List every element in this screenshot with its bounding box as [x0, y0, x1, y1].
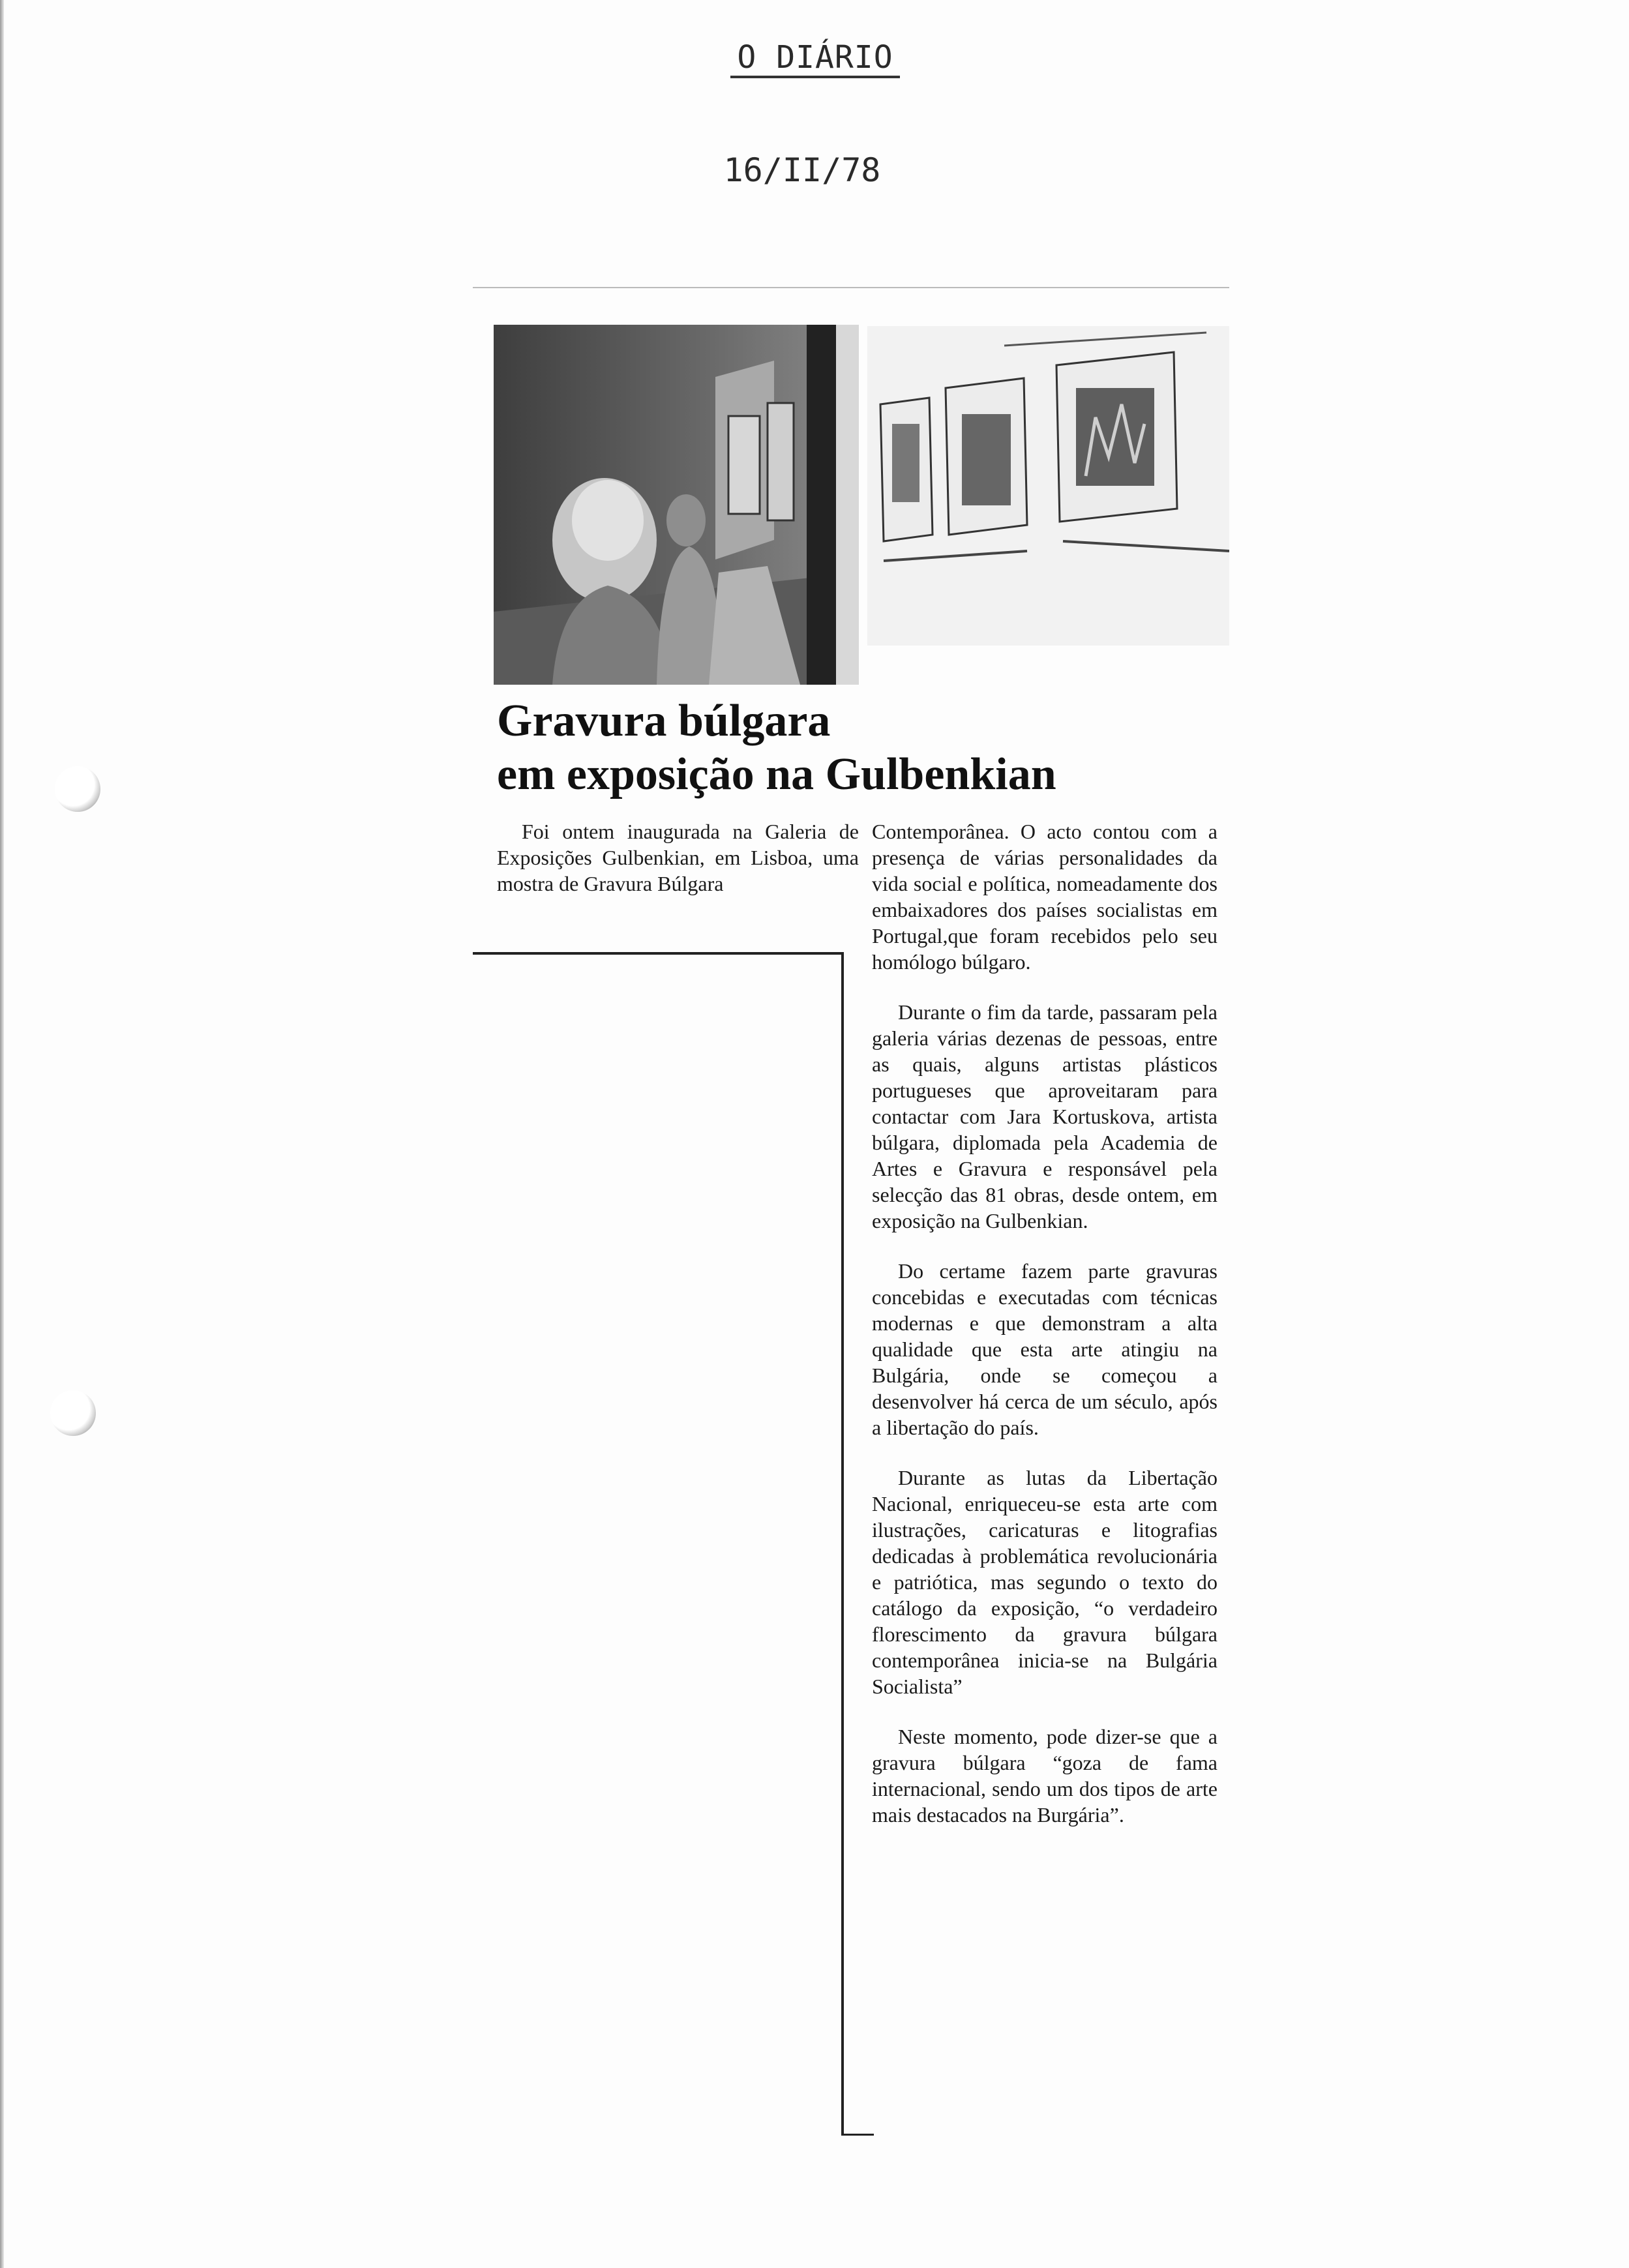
- exhibition-photo: [494, 325, 859, 685]
- framed-print: [880, 398, 933, 541]
- article-paragraph: Neste momento, pode dizer-se que a gravura búlgara “goza de fama internacional, sendo um dos tipos de arte mais destacados na Burgária”.: [872, 1725, 1218, 1827]
- article-headline: [497, 694, 1227, 801]
- punch-hole: [55, 766, 100, 812]
- clipping-edge: [473, 287, 1229, 288]
- clipping-date: 16/II/78: [723, 151, 881, 189]
- column-divider-foot: [841, 2134, 874, 2136]
- article-lead: Foi ontem inaugurada na Galeria de Exposições Gulbenkian, em Lisboa, uma mostra de Gravura Búlgara: [497, 820, 859, 895]
- article-body: [872, 818, 1218, 1852]
- headline-line-1: Gravura búlgara: [497, 696, 831, 746]
- headline-line-2: em exposição na Gulbenkian: [497, 749, 1056, 799]
- column-divider-horizontal: [473, 952, 841, 955]
- column-divider-vertical: [841, 952, 844, 2136]
- exhibition-photo-wall: [867, 326, 1229, 646]
- article-paragraph: Durante as lutas da Libertação Nacional, enriqueceu-se esta arte com ilustrações, caricaturas e litografias dedicadas à problemática revolucionária e patriótica, mas segundo o texto do catálogo da exposição, “o verdadeiro florescimento da gravura búlgara contemporânea inicia-se na Bulgária Socialista”: [872, 1466, 1218, 1698]
- article-paragraph: Do certame fazem parte gravuras concebidas e executadas com técnicas modernas e que demonstram a alta qualidade que esta arte atingiu na Bulgária, onde se começou a desenvolver há cerca de um século, após a libertação do país.: [872, 1259, 1218, 1439]
- punch-hole: [50, 1390, 96, 1436]
- article-paragraph: Durante o fim da tarde, passaram pela galeria várias dezenas de pessoas, entre as quais, alguns artistas plásticos portugueses que aproveitaram para contactar com Jara Kortuskova, artista búlgara, diplomada pela Academia de Artes e Gravura e responsável pela selecção das 81 obras, desde ontem, em exposição na Gulbenkian.: [872, 1000, 1218, 1232]
- newspaper-name: O DIÁRIO: [730, 39, 900, 78]
- article-paragraph: Contemporânea. O acto contou com a presença de várias personalidades da vida social e política, nomeadamente dos embaixadores dos países socialistas em Portugal,que foram recebidos pelo seu homólogo búlgaro.: [872, 820, 1218, 974]
- newspaper-clipping: [473, 287, 1233, 2145]
- page-edge: [0, 0, 4, 2268]
